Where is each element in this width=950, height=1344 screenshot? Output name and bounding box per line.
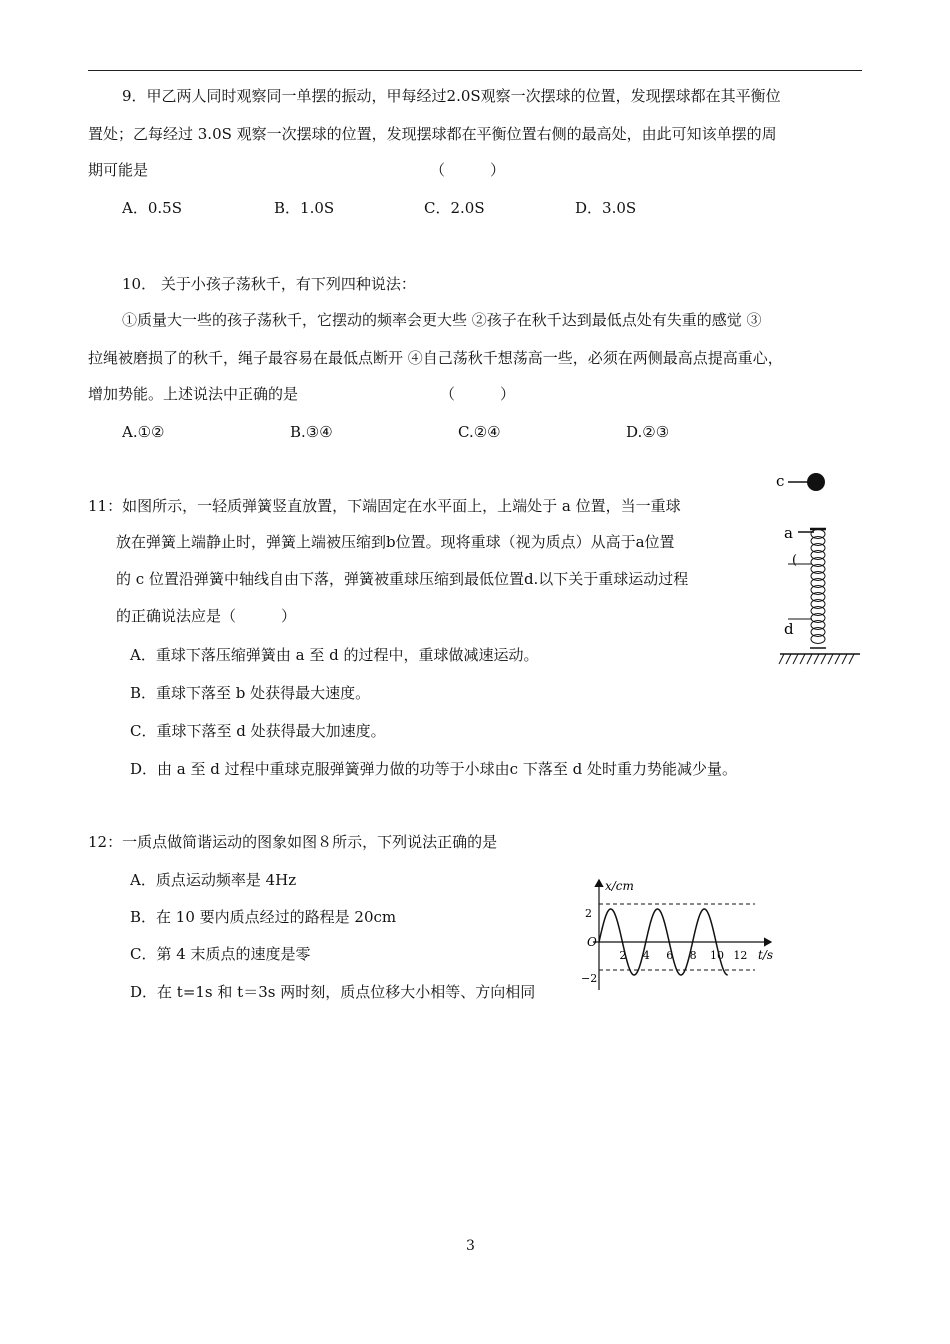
hatch-mark: [814, 654, 819, 664]
spring-coil: [811, 544, 825, 553]
q11-line3: 的 c 位置沿弹簧中轴线自由下落，弹簧被重球压缩到最低位置d.以下关于重球运动过程: [116, 570, 689, 588]
spring-figure: [770, 466, 866, 676]
hatch-mark: [800, 654, 805, 664]
hatch-mark: [779, 654, 784, 664]
q11-option-a: A．重球下落压缩弹簧由 a 至 d 的过程中，重球做减速运动。: [130, 646, 539, 664]
hatch-mark: [793, 654, 798, 664]
q11-option-c: C．重球下落至 d 处获得最大加速度。: [130, 722, 386, 740]
q10-option-c: C.②④: [458, 423, 501, 441]
x-tick-label: 10: [710, 949, 724, 962]
q10-option-a: A.①②: [122, 423, 165, 441]
q10-line4: 增加势能。上述说法中正确的是: [88, 385, 299, 403]
q9-option-b: B．1.0S: [274, 199, 335, 217]
page-number: 3: [466, 1238, 475, 1254]
x-axis-label: t/s: [758, 948, 774, 962]
hatch-mark: [807, 654, 812, 664]
hatch-mark: [828, 654, 833, 664]
q12-option-a: A．质点运动频率是 4Hz: [130, 871, 297, 889]
origin-label: O: [587, 935, 597, 949]
label-d: d: [784, 620, 794, 638]
hatch-mark: [786, 654, 791, 664]
q9-line2: 置处；乙每经过 3.0S 观察一次摆球的位置，发现摆球都在平衡位置右侧的最高处，由此可知该单摆的周: [88, 125, 777, 143]
header-rule: [88, 70, 862, 71]
spring-coil: [811, 530, 825, 539]
hatch-mark: [842, 654, 847, 664]
x-tick-labels: [619, 949, 747, 962]
spring-coil: [811, 621, 825, 630]
q11-line2: 放在弹簧上端静止时，弹簧上端被压缩到b位置。现将重球（视为质点）从高于a位置: [116, 533, 675, 551]
q10-option-d: D.②③: [626, 423, 670, 441]
q9-option-c: C．2.0S: [424, 199, 485, 217]
q9-answer-paren: （ ）: [430, 161, 506, 179]
spring-coil: [811, 558, 825, 567]
heavy-ball: [807, 473, 825, 491]
spring-coil: [811, 551, 825, 560]
q11-line4: 的正确说法应是（ ）: [116, 607, 297, 625]
x-tick-label: 2: [619, 949, 627, 962]
hatch-mark: [835, 654, 840, 664]
q9-line3: 期可能是: [88, 161, 149, 179]
hatch-mark: [821, 654, 826, 664]
x-tick-label: 8: [689, 949, 697, 962]
y-tick-bottom: −2: [581, 972, 598, 985]
q11-option-b: B．重球下落至 b 处获得最大速度。: [130, 684, 371, 702]
spring-coil: [811, 572, 825, 581]
q12-option-c: C．第 4 末质点的速度是零: [130, 945, 311, 963]
q9-option-a: A．0.5S: [122, 199, 182, 217]
q12-option-d: D．在 t=1s 和 t＝3s 两时刻，质点位移大小相等、方向相同: [130, 983, 536, 1001]
spring-coil: [811, 593, 825, 602]
q10-line2: ①质量大一些的孩子荡秋千，它摆动的频率会更大些 ②孩子在秋千达到最低点处有失重的感觉 ③: [122, 311, 762, 329]
spring-coil: [811, 628, 825, 637]
hatch-mark: [849, 654, 854, 664]
q11-option-d: D．由 a 至 d 过程中重球克服弹簧弹力做的功等于小球由c 下落至 d 处时重力势能减少量。: [130, 760, 737, 778]
x-tick-label: 4: [642, 949, 650, 962]
x-tick-label: 12: [733, 949, 748, 962]
spring-coil: [811, 614, 825, 623]
q10-option-b: B.③④: [290, 423, 333, 441]
x-tick-label: 6: [666, 949, 674, 962]
q10-line1: 10． 关于小孩子荡秋千，有下列四种说法：: [122, 275, 416, 293]
q10-line3: 拉绳被磨损了的秋千，绳子最容易在最低点断开 ④自己荡秋千想荡高一些，必须在两侧最高点提高重心，: [88, 349, 783, 367]
q9-line1: 9．甲乙两人同时观察同一单摆的振动，甲每经过2.0S观察一次摆球的位置，发现摆球都在其平衡位: [122, 87, 781, 105]
spring-coil: [811, 565, 825, 574]
spring-coils: [811, 530, 825, 644]
q12-line1: 12：一质点做简谐运动的图象如图８所示，下列说法正确的是: [88, 833, 498, 851]
q10-answer-paren: （ ）: [440, 385, 516, 403]
label-a: a: [784, 524, 793, 542]
label-b: (: [792, 553, 798, 568]
y-axis-label: x/cm: [605, 879, 634, 893]
spring-coil: [811, 600, 825, 609]
q9-option-d: D．3.0S: [575, 199, 637, 217]
spring-coil: [811, 586, 825, 595]
ground-hatch: [779, 654, 854, 664]
q11-line1: 11：如图所示，一轻质弹簧竖直放置，下端固定在水平面上，上端处于 a 位置，当一重球: [88, 497, 681, 515]
y-tick-top: 2: [585, 907, 592, 920]
spring-coil: [811, 579, 825, 588]
spring-coil: [811, 635, 825, 644]
spring-coil: [811, 607, 825, 616]
shm-graph: [575, 874, 785, 994]
label-c: c: [776, 472, 785, 490]
spring-coil: [811, 537, 825, 546]
q12-option-b: B．在 10 要内质点经过的路程是 20cm: [130, 908, 397, 926]
